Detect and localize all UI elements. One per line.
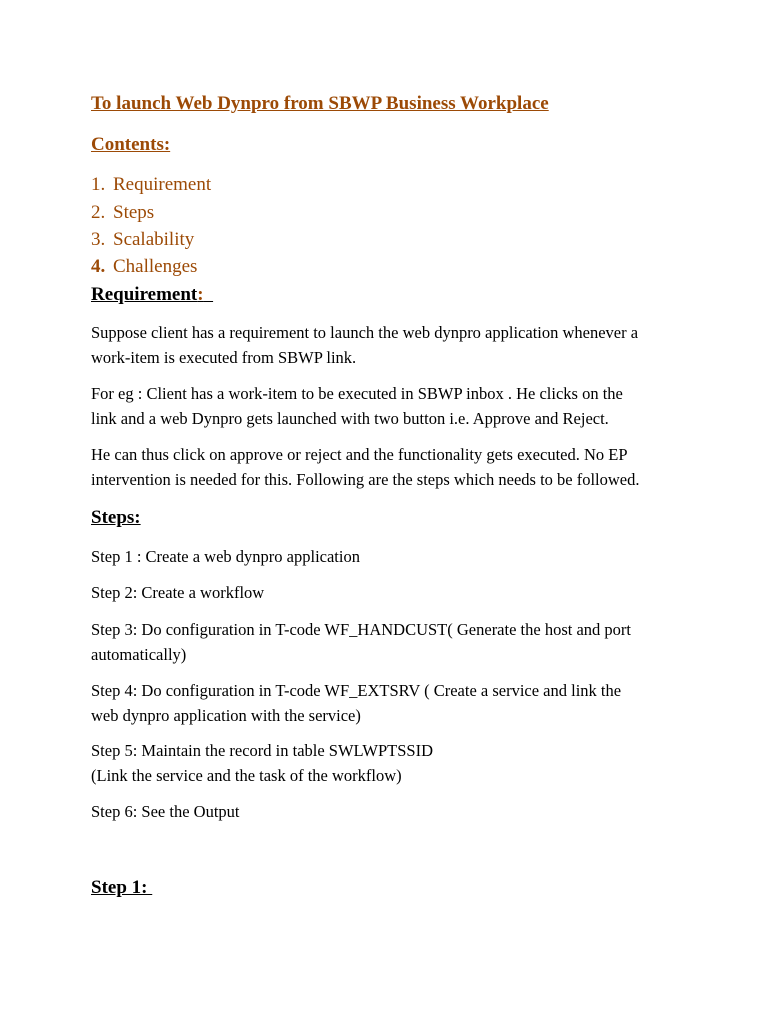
toc-item-steps <box>91 202 154 224</box>
toc-item-label: Challenges <box>113 256 198 277</box>
paragraph-line: For eg : Client has a work-item to be executed in SBWP inbox . He clicks on the <box>91 384 623 403</box>
step-line: web dynpro application with the service) <box>91 705 361 725</box>
step-line: Step 2: Create a workflow <box>91 583 265 602</box>
toc-item-label: Scalability <box>113 229 195 250</box>
requirement-heading <box>91 284 213 306</box>
toc-item-challenges <box>91 256 197 278</box>
step-item <box>91 739 433 788</box>
step-line: Step 3: Do configuration in T-code WF_HANDCUST( Generate the host and port <box>91 620 631 639</box>
paragraph-line: Suppose client has a requirement to launch the web dynpro application whenever a <box>91 323 639 342</box>
paragraph-line: work-item is executed from SBWP link. <box>91 347 357 367</box>
toc-item-requirement <box>91 174 211 196</box>
step1-heading-text: Step 1: <box>91 877 148 898</box>
steps-heading: Steps: <box>91 507 141 528</box>
step-line: Step 1 : Create a web dynpro application <box>91 547 360 566</box>
requirement-paragraph <box>91 443 691 492</box>
toc-item-label: Steps <box>113 202 155 223</box>
toc-item-label: Requirement <box>113 174 212 195</box>
paragraph-line: link and a web Dynpro gets launched with two button i.e. Approve and Reject. <box>91 408 609 428</box>
document-title: To launch Web Dynpro from SBWP Business Workplace <box>91 93 549 114</box>
toc-item-number: 2. <box>91 202 106 223</box>
toc-item-number: 4. <box>91 256 106 277</box>
step1-heading <box>91 877 152 899</box>
step-item <box>91 679 621 728</box>
step-line: automatically) <box>91 644 187 664</box>
toc-item-number: 3. <box>91 229 106 250</box>
step-line: Step 5: Maintain the record in table SWLWPTSSID <box>91 741 434 760</box>
step-line: Step 4: Do configuration in T-code WF_EXTSRV ( Create a service and link the <box>91 681 622 700</box>
paragraph-line: He can thus click on approve or reject and the functionality gets executed. No EP <box>91 445 628 464</box>
toc-item-scalability <box>91 229 194 251</box>
step-line: (Link the service and the task of the workflow) <box>91 765 402 785</box>
step-line: Step 6: See the Output <box>91 802 240 821</box>
requirement-heading-text: Requirement <box>91 284 198 305</box>
toc-item-number: 1. <box>91 174 106 195</box>
step-item <box>91 800 239 825</box>
contents-heading: Contents: <box>91 134 171 155</box>
step-item <box>91 581 264 606</box>
requirement-heading-colon: : <box>197 284 204 305</box>
requirement-paragraph <box>91 382 691 431</box>
requirement-paragraph <box>91 321 691 370</box>
step-item <box>91 545 360 570</box>
step-item <box>91 618 631 667</box>
paragraph-line: intervention is needed for this. Following are the steps which needs to be followed. <box>91 469 640 489</box>
